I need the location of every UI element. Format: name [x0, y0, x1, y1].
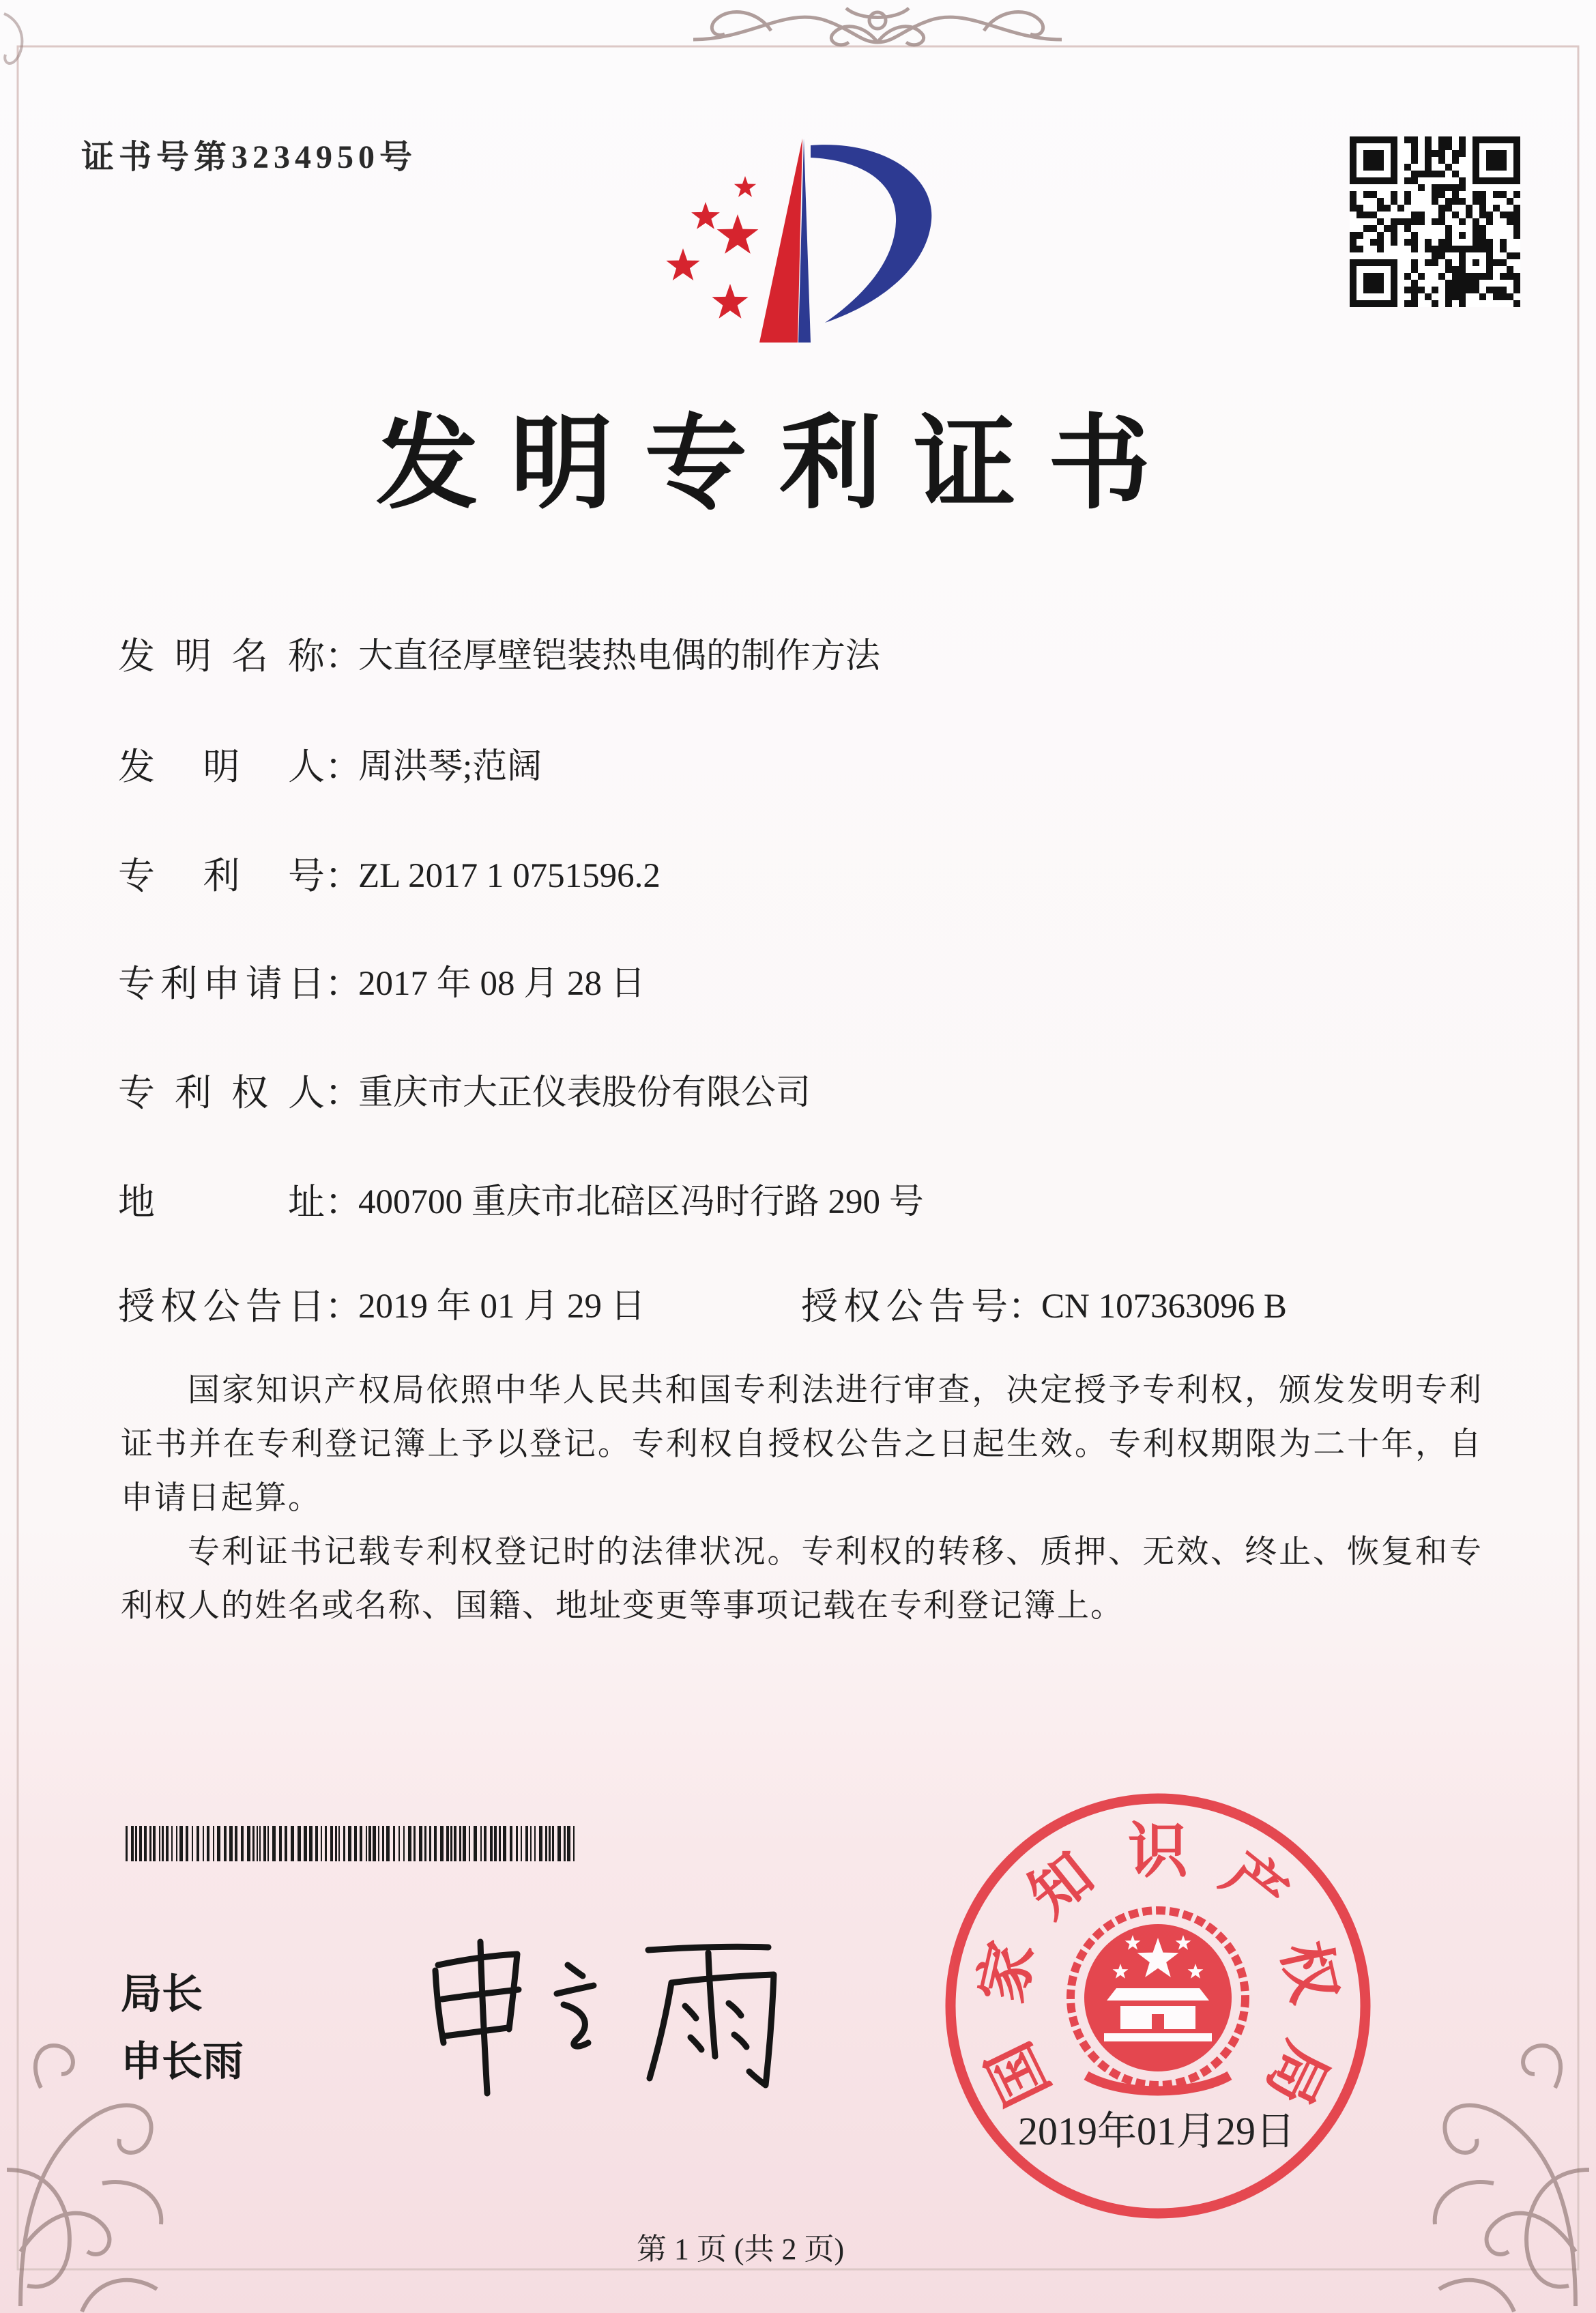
statement-paragraph: 专利证书记载专利权登记时的法律状况。专利权的转移、质押、无效、终止、恢复和专利权人的姓名或名称、国籍、地址变更等事项记载在专利登记簿上。 [121, 1534, 1483, 1624]
seal-character: 国 [973, 2031, 1064, 2117]
invention-name-label: 发 明 名 称 ： [118, 632, 362, 681]
patent-office-logo-icon [664, 133, 937, 347]
label-characters: 地 址 [118, 1182, 325, 1223]
ornament-curve [35, 2046, 73, 2088]
signature-stroke [708, 1953, 715, 2056]
seal-character: 产 [1209, 1837, 1301, 1932]
field-inventors [0, 742, 1596, 791]
patentee-value: 重庆市大正仪表股份有限公司 [358, 1074, 811, 1112]
barcode-icon [126, 1826, 580, 1861]
logo-star-icon [712, 284, 748, 319]
logo-star-icon [666, 248, 699, 280]
address-value: 400700 重庆市北碚区冯时行路 290 号 [358, 1183, 924, 1221]
ornament-curve [1435, 2182, 1494, 2224]
top-left-ornament [4, 14, 22, 63]
patent-number-value: ZL 2017 1 0751596.2 [358, 857, 661, 895]
application-date-value: 2017 年 08 月 28 日 [358, 965, 645, 1003]
official-seal [935, 1781, 1381, 2231]
invention-name-value: 大直径厚壁铠装热电偶的制作方法 [358, 637, 881, 675]
grant-date-label: 授 权 公 告 日 ： [118, 1282, 362, 1331]
bottom-right-ornament [1435, 2046, 1589, 2312]
field-invention-name [0, 632, 1596, 681]
signature-stroke [671, 1975, 774, 2085]
label-characters: 授 权 公 告 日 [118, 1286, 325, 1327]
field-address [0, 1178, 1596, 1227]
seal-character: 识 [1127, 1815, 1189, 1886]
signature-stroke [691, 2037, 701, 2050]
ornament-curve [20, 2106, 151, 2306]
ornament-dot [869, 12, 886, 29]
barcode-bars [126, 1826, 575, 1861]
label-characters: 专 利 权 人 [118, 1073, 325, 1114]
inventors-label: 发 明 人 ： [118, 742, 362, 791]
ornament-curve [1523, 2046, 1561, 2088]
label-characters: 发 明 人 [118, 746, 325, 787]
address-label: 地 址 ： [118, 1178, 362, 1227]
signature-stroke [734, 2035, 746, 2047]
ornament-curve [20, 2213, 109, 2254]
certificate-statement [121, 1364, 1483, 1633]
logo-star-icon [691, 202, 720, 229]
label-characters: 专 利 申 请 日 [118, 963, 325, 1004]
statement-paragraph: 国家知识产权局依照中华人民共和国专利法进行审查，决定授予专利权，颁发发明专利证书并在专利登记簿上予以登记。专利权自授权公告之日起生效。专利权期限为二十年，自申请日起算。 [121, 1373, 1483, 1516]
page-indicator: 第 1 页 (共 2 页) [636, 2232, 845, 2266]
ornament-curve [102, 2182, 161, 2224]
patentee-label: 专 利 权 人 ： [118, 1068, 362, 1118]
seal-character: 权 [1268, 1934, 1351, 2009]
label-characters: 专 利 号 [118, 856, 325, 897]
ornament-curve [1487, 2213, 1576, 2254]
signature-stroke [480, 1942, 487, 2093]
signature-stroke [557, 1985, 594, 1994]
label-characters: 发 明 名 称 [118, 636, 325, 677]
signatory-position: 局长 [121, 1970, 203, 2018]
grant-number-value: CN 107363096 B [1041, 1288, 1287, 1326]
logo-crescent [811, 145, 931, 323]
top-ornament [693, 8, 1062, 45]
application-date-label: 专 利 申 请 日 ： [118, 959, 362, 1008]
field-patent-number [0, 852, 1596, 901]
logo-star-icon [717, 214, 759, 254]
signature-stroke [650, 1983, 671, 2078]
ornament-curve [1445, 2106, 1576, 2306]
field-patentee [0, 1068, 1596, 1118]
signature-stroke [729, 2003, 741, 2016]
grant-number-label: 授 权 公 告 号 ： [801, 1282, 1045, 1331]
logo-pillar-red [759, 139, 802, 343]
seal-character: 局 [1252, 2031, 1343, 2117]
signature-stroke [445, 2028, 508, 2036]
certificate-number: 证书号第3234950号 [81, 139, 418, 175]
seal-character: 知 [1015, 1837, 1107, 1932]
ornament-curve [1439, 2280, 1514, 2312]
handwritten-signature [423, 1935, 805, 2099]
signature-stroke [435, 1970, 444, 2043]
signature-stroke [648, 1947, 768, 1950]
signature-stroke [564, 2005, 588, 2046]
grant-date-value: 2019 年 01 月 29 日 [358, 1288, 645, 1326]
emblem-gate-base [1104, 2033, 1212, 2041]
inventors-value: 周洪琴;范阔 [358, 748, 542, 786]
logo-star-icon [734, 176, 756, 197]
qr-code-icon [1350, 136, 1520, 307]
signature-stroke [568, 1965, 583, 1976]
emblem-gate-roof [1107, 1988, 1209, 2001]
ornament-curve [82, 2280, 157, 2312]
national-emblem-icon [1071, 1910, 1245, 2091]
signatory-name: 申长雨 [121, 2038, 244, 2086]
label-characters: 授 权 公 告 号 [801, 1286, 1008, 1327]
certificate-title: 发明专利证书 [376, 408, 1183, 521]
field-application-date [0, 959, 1596, 1008]
ornament-curve [4, 14, 22, 63]
signature-stroke [685, 2006, 696, 2018]
seal-date: 2019年01月29日 [1018, 2109, 1296, 2153]
emblem-gate-door [1152, 2014, 1164, 2029]
field-grant-announcement [0, 1282, 1596, 1331]
patent-number-label: 专 利 号 ： [118, 852, 362, 901]
seal-character: 家 [965, 1934, 1047, 2009]
